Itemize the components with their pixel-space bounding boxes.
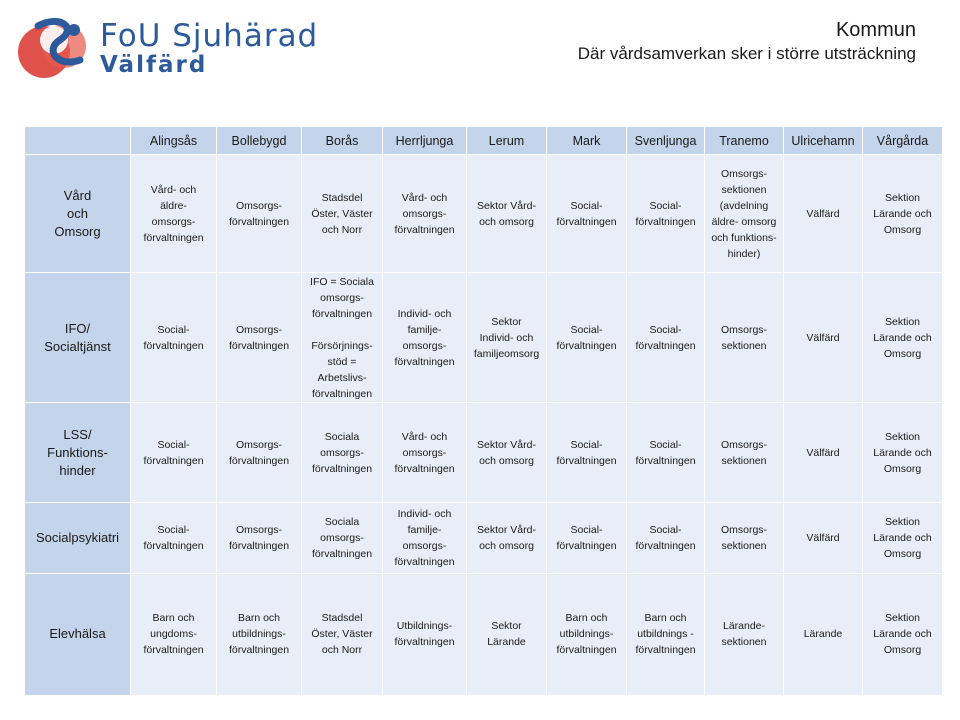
cell-text: Välfärd (806, 531, 840, 544)
row-header-label: Socialpsykiatri (35, 529, 120, 545)
cell-text: Välfärd (806, 207, 840, 220)
table-cell (547, 273, 627, 402)
table-cell (302, 155, 383, 273)
cell-text: Sociala omsorgs- förvaltningen (311, 515, 373, 560)
row-header (25, 402, 131, 502)
cell-text: Sektion Lärande och Omsorg (873, 315, 932, 360)
table-cell (784, 573, 863, 695)
table-cell (217, 155, 302, 273)
cell-text: Omsorgs- förvaltningen (228, 438, 290, 467)
table-cell (302, 503, 383, 573)
cell-text: Lärande (803, 628, 843, 641)
fou-sjuharad-logo (14, 10, 324, 82)
table-cell (627, 402, 705, 502)
table-cell (302, 402, 383, 502)
cell-text: Utbildnings- förvaltningen (394, 620, 455, 649)
cell-text: Sektor Vård- och omsorg (477, 438, 536, 467)
table-cell (863, 503, 943, 573)
cell-text: Social- förvaltningen (143, 323, 204, 352)
cell-text: Omsorgs- sektionen (720, 523, 768, 552)
cell-text: Sektor Lärande (487, 620, 526, 649)
table-row (25, 402, 943, 502)
table-cell (302, 273, 383, 402)
cell-text: Barn och utbildnings- förvaltningen (228, 612, 290, 657)
corner-cell (25, 127, 131, 155)
table-cell (863, 155, 943, 273)
table-cell (383, 155, 467, 273)
row-header (25, 155, 131, 273)
table-row (25, 573, 943, 695)
column-header: Vårgårda (863, 127, 943, 155)
row-header-label: Vård och Omsorg (54, 187, 101, 239)
table-cell (547, 573, 627, 695)
cell-text: Omsorgs- förvaltningen (228, 323, 290, 352)
header-row (25, 127, 943, 155)
table-cell (784, 503, 863, 573)
cell-text: Social- förvaltningen (143, 523, 204, 552)
table-cell (131, 155, 217, 273)
table-row (25, 155, 943, 273)
table-cell (467, 573, 547, 695)
table-cell (627, 155, 705, 273)
table-cell (217, 573, 302, 695)
cell-text: Sektion Lärande och Omsorg (873, 430, 932, 475)
table-cell (705, 155, 784, 273)
table-cell (863, 402, 943, 502)
cell-text: Social- förvaltningen (556, 438, 617, 467)
cell-text: Lärande- sektionen (721, 620, 767, 649)
table-cell (217, 273, 302, 402)
column-header: Bollebygd (217, 127, 302, 155)
column-header: Tranemo (705, 127, 784, 155)
table-cell (547, 402, 627, 502)
table-cell (131, 402, 217, 502)
row-header-label: Elevhälsa (49, 626, 106, 642)
table-cell (383, 402, 467, 502)
row-header (25, 273, 131, 402)
table-cell (705, 573, 784, 695)
table-cell (383, 573, 467, 695)
logo-name: FoU Sjuhärad (100, 18, 319, 54)
table-cell (705, 402, 784, 502)
cell-text: Sociala omsorgs- förvaltningen (311, 430, 373, 475)
table-cell (547, 503, 627, 573)
cell-text: Stadsdel Öster, Väster och Norr (311, 612, 373, 657)
cell-text: Omsorgs- sektionen (720, 438, 768, 467)
page-subtitle: Där vårdsamverkan sker i större utsträckning (577, 44, 916, 63)
cell-text: Individ- och familje- omsorgs- förvaltningen (394, 507, 455, 568)
logo-subname: Välfärd (100, 52, 208, 78)
table-cell (547, 155, 627, 273)
row-header-label: LSS/ Funktions- hinder (47, 426, 108, 478)
cell-text: Välfärd (806, 331, 840, 344)
logo-mark-icon (14, 10, 98, 82)
table-cell (705, 503, 784, 573)
cell-text: Individ- och familje- omsorgs- förvaltningen (394, 307, 455, 368)
column-header: Alingsås (131, 127, 217, 155)
table-row (25, 273, 943, 402)
table-cell (705, 273, 784, 402)
cell-text: Sektor Individ- och familjeomsorg (473, 315, 540, 360)
cell-text: IFO = Sociala omsorgs- förvaltningen Försörjnings- stöd = Arbetslivs- förvaltningen (310, 275, 374, 400)
cell-text: Social- förvaltningen (556, 523, 617, 552)
table-cell (131, 273, 217, 402)
table-cell (131, 503, 217, 573)
cell-text: Sektion Lärande och Omsorg (873, 515, 932, 560)
table-cell (131, 573, 217, 695)
table-cell (467, 273, 547, 402)
cell-text: Sektion Lärande och Omsorg (873, 612, 932, 657)
cell-text: Social- förvaltningen (143, 438, 204, 467)
column-header: Lerum (467, 127, 547, 155)
column-header: Mark (547, 127, 627, 155)
table-cell (784, 155, 863, 273)
municipality-table (24, 126, 943, 696)
cell-text: Omsorgs- sektionen (720, 323, 768, 352)
table-cell (302, 573, 383, 695)
cell-text: Sektion Lärande och Omsorg (873, 191, 932, 236)
cell-text: Omsorgs- förvaltningen (228, 199, 290, 228)
cell-text: Vård- och omsorgs- förvaltningen (394, 430, 455, 475)
table-cell (784, 402, 863, 502)
cell-text: Vård- och äldre- omsorgs- förvaltningen (143, 183, 204, 244)
table-cell (627, 273, 705, 402)
table-cell (467, 155, 547, 273)
cell-text: Omsorgs- förvaltningen (228, 523, 290, 552)
row-header-label: IFO/ Socialtjänst (44, 320, 111, 354)
table-cell (863, 273, 943, 402)
cell-text: Sektor Vård- och omsorg (477, 199, 536, 228)
page-title: Kommun (835, 19, 916, 41)
cell-text: Social- förvaltningen (556, 199, 617, 228)
table-cell (217, 402, 302, 502)
slide-header (0, 0, 960, 110)
cell-text: Social- förvaltningen (635, 323, 696, 352)
column-header: Herrljunga (383, 127, 467, 155)
cell-text: Vård- och omsorgs- förvaltningen (394, 191, 455, 236)
cell-text: Social- förvaltningen (635, 523, 696, 552)
column-header: Ulricehamn (784, 127, 863, 155)
table-cell (627, 573, 705, 695)
table-cell (383, 503, 467, 573)
column-header: Svenljunga (627, 127, 705, 155)
table-cell (383, 273, 467, 402)
cell-text: Social- förvaltningen (635, 199, 696, 228)
cell-text: Barn och utbildnings- förvaltningen (556, 612, 617, 657)
cell-text: Barn och ungdoms- förvaltningen (143, 612, 204, 657)
cell-text: Omsorgs- sektionen (avdelning äldre- omsorg och funktions- hinder) (711, 167, 777, 260)
cell-text: Social- förvaltningen (635, 438, 696, 467)
table-cell (784, 273, 863, 402)
column-header: Borås (302, 127, 383, 155)
table-row (25, 503, 943, 573)
cell-text: Stadsdel Öster, Väster och Norr (311, 191, 373, 236)
cell-text: Barn och utbildnings - förvaltningen (635, 612, 696, 657)
row-header (25, 503, 131, 573)
cell-text: Social- förvaltningen (556, 323, 617, 352)
table-cell (863, 573, 943, 695)
cell-text: Välfärd (806, 446, 840, 459)
table-cell (467, 503, 547, 573)
cell-text: Sektor Vård- och omsorg (477, 523, 536, 552)
table-cell (467, 402, 547, 502)
row-header (25, 573, 131, 695)
table-cell (627, 503, 705, 573)
table-cell (217, 503, 302, 573)
title-block (578, 18, 916, 66)
